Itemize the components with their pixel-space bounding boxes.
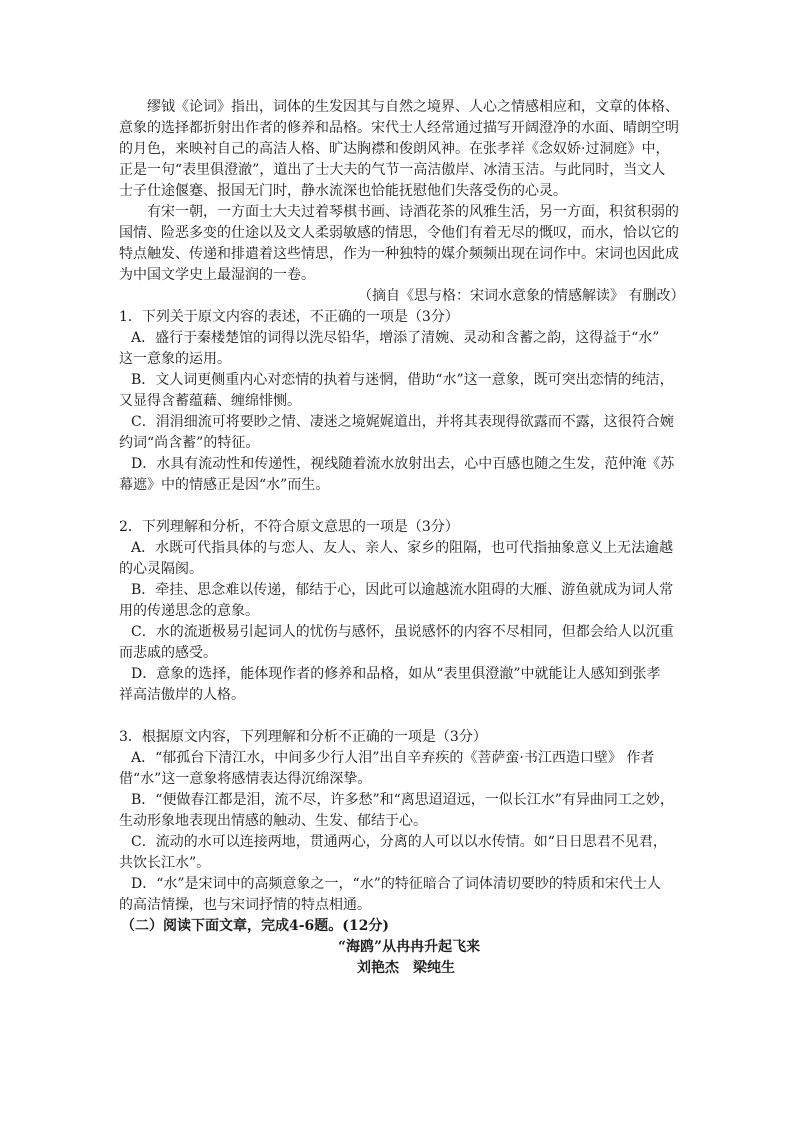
option-line: A．水既可代指具体的与恋人、友人、亲人、家乡的阻隔，也可代指抽象意义上无法逾越: [131, 540, 674, 556]
option-line: C．流动的水可以连接两地，贯通两心，分离的人可以以水传情。如“日日思君不见君，: [131, 834, 667, 850]
option-line: 的心灵隔阂。: [119, 561, 203, 577]
passage-line: 国情、险恶多变的仕途以及文人柔弱敏感的情思，令他们有着无尽的慨叹，而水，恰以它的: [119, 225, 679, 241]
option-line: D．“水”是宋词中的高频意象之一，“水”的特征暗合了词体清切要眇的特质和宋代士人: [131, 876, 661, 892]
option-line: 约词“尚含蓄”的特征。: [119, 435, 260, 451]
option-line: 用的传递思念的意象。: [119, 603, 259, 619]
option-line: C．涓涓细流可将要眇之情、凄迷之境娓娓道出，并将其表现得欲露而不露，这很符合婉: [131, 414, 674, 430]
option-line: 祥高洁傲岸的人格。: [119, 687, 245, 703]
option-line: A．盛行于秦楼楚馆的词得以洗尽铅华，增添了清婉、灵动和含蓄之韵，这得益于“水”: [131, 330, 660, 346]
option-line: 借“水”这一意象将感情表达得沉绵深挚。: [119, 771, 372, 787]
section-heading: （二）阅读下面文章，完成4-6题。(12分): [121, 918, 390, 934]
option-line: 又显得含蓄蕴藉、缠绵悱恻。: [119, 393, 301, 409]
option-line: D．意象的选择，能体现作者的修养和品格，如从“表里俱澄澈”中就能让人感知到张孝: [131, 666, 661, 682]
option-line: C．水的流逝极易引起词人的忧伤与感怀，虽说感怀的内容不尽相同，但都会给人以沉重: [131, 624, 674, 640]
option-line: 幕遮》中的情感正是因“水”而生。: [119, 477, 330, 493]
option-line: B．牵挂、思念难以传递，郁结于心，因此可以逾越流水阻碍的大雁、游鱼就成为词人常: [131, 582, 674, 598]
source-citation: （摘自《思与格：宋词水意象的情感解读》 有删改）: [358, 288, 685, 304]
option-line: B．“便做春江都是泪，流不尽，许多愁”和“离思迢迢远，一似长江水”有异曲同工之妙，: [131, 792, 674, 808]
option-line: 而悲戚的感受。: [119, 645, 217, 661]
passage-line: 缪钺《论词》指出，词体的生发因其与自然之境界、人心之情感相应和，文章的体格、: [147, 99, 679, 115]
passage-line: 特点触发、传递和排遣着这些情思，作为一种独特的媒介频频出现在词作中。宋词也因此成: [119, 246, 679, 262]
option-line: D．水具有流动性和传递性，视线随着流水放射出去，心中百感也随之生发，范仲淹《苏: [131, 456, 675, 472]
passage-line: 为中国文学史上最湿润的一卷。: [119, 267, 315, 283]
option-line: B．文人词更侧重内心对恋情的执着与迷惘，借助“水”这一意象，既可突出恋情的纯洁，: [131, 372, 674, 388]
passage-line: 士子仕途偃蹇、报国无门时，静水流深也恰能抚慰他们失落受伤的心灵。: [119, 183, 567, 199]
question-stem: 2．下列理解和分析，不符合原文意思的一项是（3分）: [119, 519, 459, 535]
passage-line: 正是一句“表里俱澄澈”，道出了士大夫的气节一高洁傲岸、冰清玉洁。与此同时，当文人: [119, 162, 666, 178]
option-line: 生动形象地表现出情感的触动、生发、郁结于心。: [119, 813, 427, 829]
passage-line: 有宋一朝，一方面士大夫过着琴棋书画、诗酒花茶的风雅生活，另一方面，积贫积弱的: [147, 204, 679, 220]
option-line: A．“郁孤台下清江水，中间多少行人泪”出自辛弃疾的《菩萨蛮·书江西造口壁》 作者: [131, 750, 655, 766]
option-line: 的高洁情操，也与宋词抒情的特点相通。: [119, 897, 371, 913]
option-line: 共饮长江水”。: [119, 855, 211, 871]
option-line: 这一意象的运用。: [119, 351, 231, 367]
question-stem: 1．下列关于原文内容的表述，不正确的一项是（3分）: [119, 309, 459, 325]
passage-line: 意象的选择都折射出作者的修养和品格。宋代士人经常通过描写开阔澄净的水面、晴朗空明: [119, 120, 679, 136]
article-authors: 刘艳杰 梁纯生: [357, 960, 455, 976]
article-title: “海鸥”从冉冉升起飞来: [338, 939, 481, 955]
passage-line: 的月色，来映衬自己的高洁人格、旷达胸襟和俊朗风神。在张孝祥《念奴娇·过洞庭》中，: [119, 141, 670, 157]
question-stem: 3．根据原文内容，下列理解和分析不正确的一项是（3分）: [119, 729, 487, 745]
